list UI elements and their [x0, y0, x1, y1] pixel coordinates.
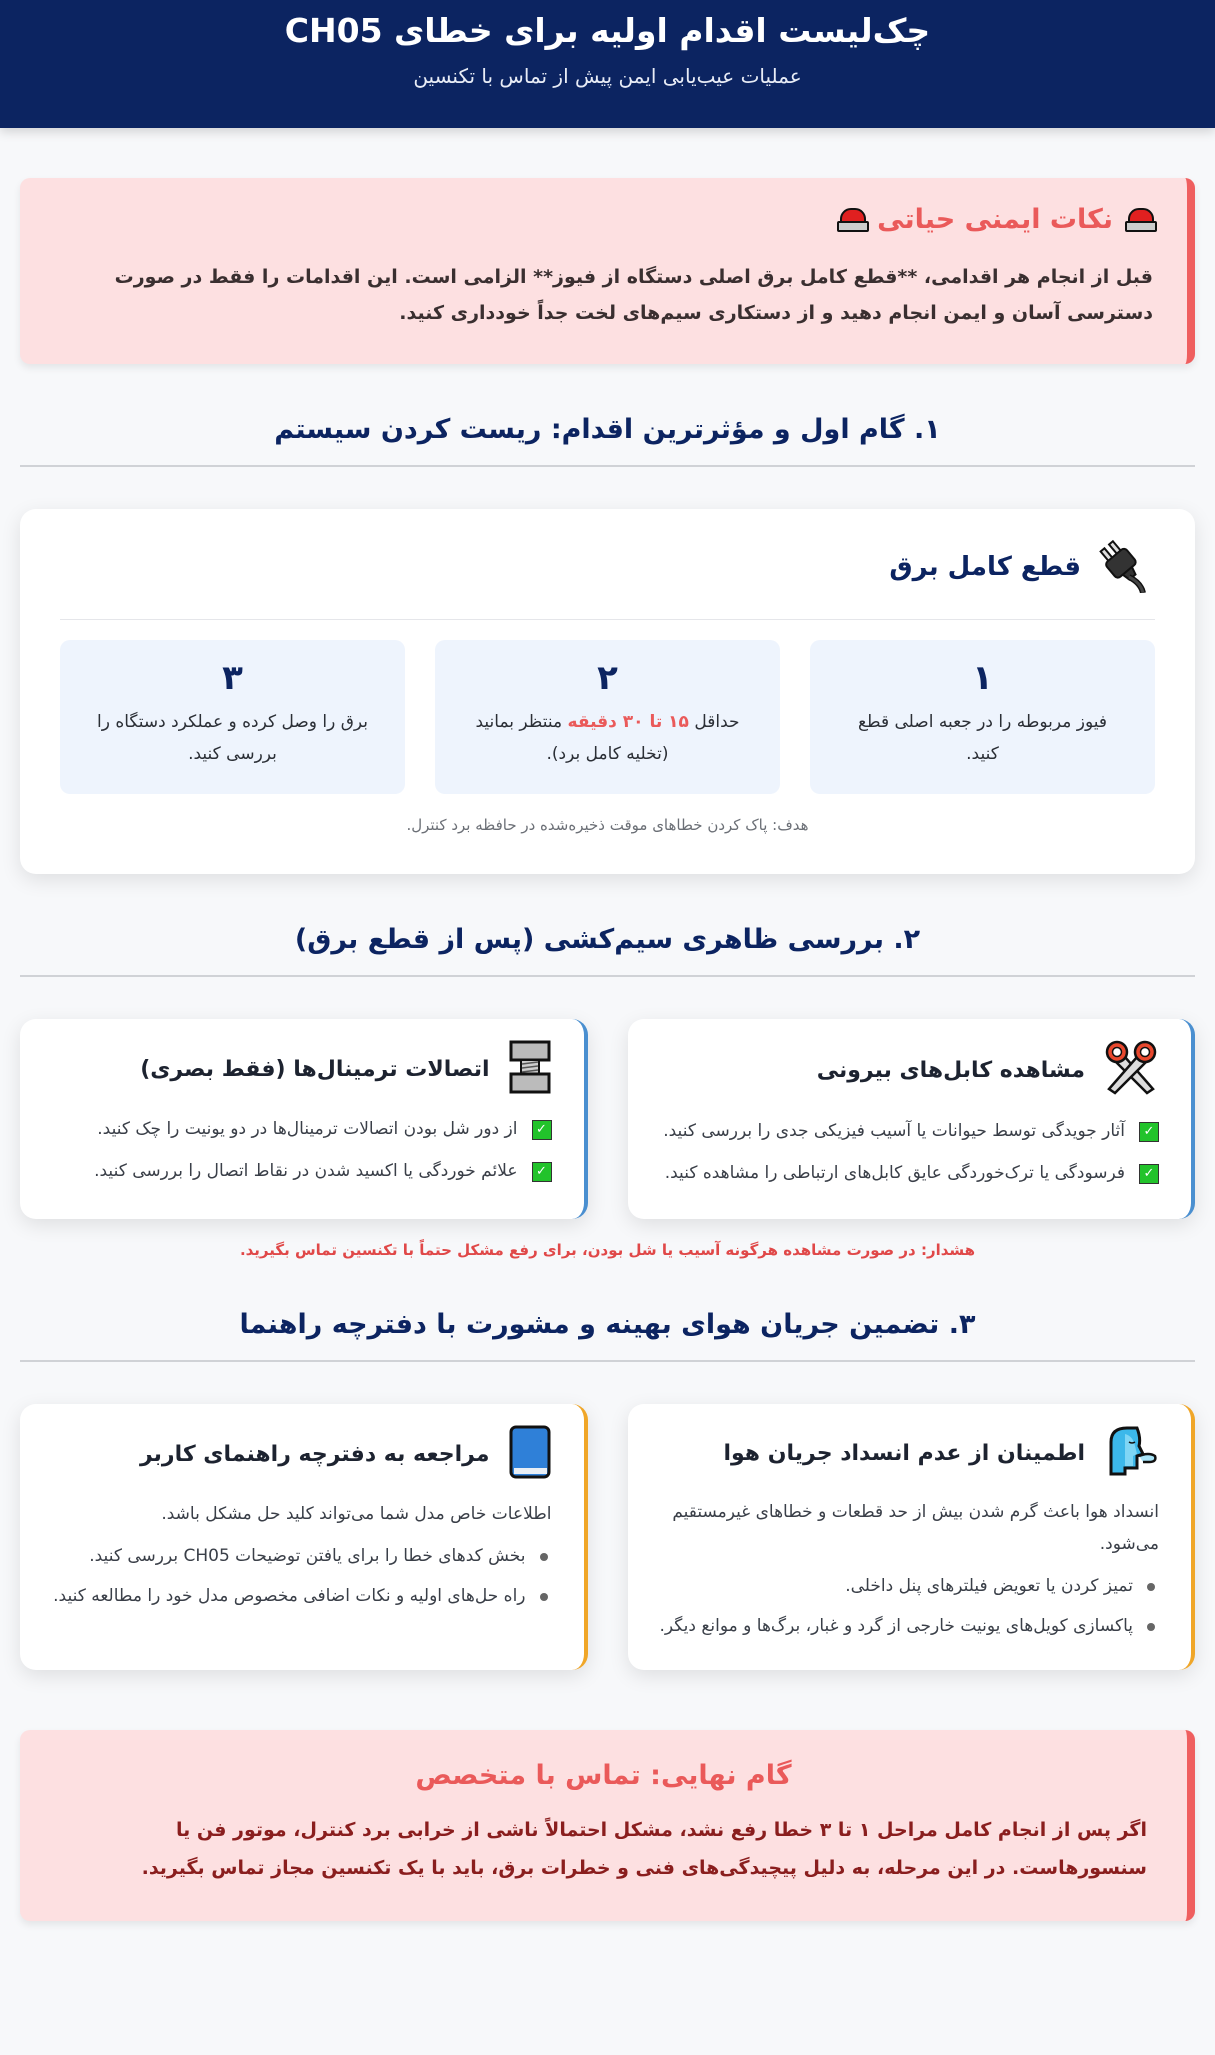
box-header: [48, 1424, 552, 1484]
checklist-item: [48, 1113, 552, 1145]
siren-icon: [1125, 208, 1153, 232]
safety-alert: [20, 178, 1195, 364]
box-header: [656, 1424, 1160, 1482]
bullet-item: [656, 1610, 1160, 1642]
checkmark-icon: ✓: [1139, 1164, 1159, 1184]
box-title: مشاهده کابل‌های بیرونی: [816, 1057, 1085, 1083]
checklist-item-text: فرسودگی یا ترک‌خوردگی عایق کابل‌های ارتباطی را مشاهده کنید.: [664, 1163, 1125, 1183]
blue-book-icon: [508, 1424, 552, 1484]
bullet-icon: [540, 1593, 548, 1601]
page-header: [0, 0, 1215, 128]
step-text-after: منتظر بمانید (تخلیه کامل برد).: [475, 712, 669, 764]
step-number: ۳: [222, 658, 243, 698]
page-subtitle: عملیات عیب‌یابی ایمن پیش از تماس با تکنسین: [413, 64, 802, 88]
bullet-item: [48, 1580, 552, 1612]
box-header: [656, 1039, 1160, 1101]
user-manual-box: [20, 1404, 588, 1670]
power-reset-card-title: قطع کامل برق: [889, 552, 1081, 582]
wiring-check-boxes: [20, 1019, 1195, 1219]
scissors-icon: [1103, 1039, 1159, 1101]
final-step-alert: [20, 1730, 1195, 1921]
checklist-item: [656, 1157, 1160, 1189]
page-title: چک‌لیست اقدام اولیه برای خطای CH05: [284, 11, 931, 50]
bullet-item-text: راه حل‌های اولیه و نکات اضافی مخصوص مدل خود را مطالعه کنید.: [53, 1586, 526, 1606]
final-step-body: اگر پس از انجام کامل مراحل ۱ تا ۳ خطا رفع نشد، مشکل احتمالاً ناشی از خرابی برد کنترل، موتور فن یا سنسورهاست. در این مرحله، به دلیل پیچیدگی‌های فنی و خطرات برق، باید با یک تکنسین مجاز تماس بگیرید.: [141, 1819, 1147, 1879]
terminal-connections-box: [20, 1019, 588, 1219]
bullet-item-text: پاکسازی کویل‌های یونیت خارجی از گرد و غبار، برگ‌ها و موانع دیگر.: [659, 1616, 1133, 1636]
nut-and-bolt-icon: [508, 1039, 552, 1099]
section-2-title: ۲. بررسی ظاهری سیم‌کشی (پس از قطع برق): [20, 924, 1195, 977]
step-text: برق را وصل کرده و عملکرد دستگاه را بررسی کنید.: [96, 712, 369, 764]
checklist-item: [656, 1115, 1160, 1147]
bullet-list: [48, 1540, 552, 1612]
safety-alert-title: نکات ایمنی حیاتی: [877, 204, 1113, 235]
checkmark-icon: ✓: [1139, 1122, 1159, 1142]
power-reset-card: [20, 509, 1195, 874]
box-title: اطمینان از عدم انسداد جریان هوا: [723, 1440, 1085, 1466]
power-reset-card-header: [60, 537, 1155, 620]
checklist-item-text: آثار جویدگی توسط حیوانات یا آسیب فیزیکی جدی را بررسی کنید.: [663, 1121, 1125, 1141]
step-text: فیوز مربوطه را در جعبه اصلی قطع کنید.: [857, 712, 1108, 764]
box-title: اتصالات ترمینال‌ها (فقط بصری): [140, 1056, 490, 1082]
airflow-manual-boxes: [20, 1404, 1195, 1670]
external-cables-box: [628, 1019, 1196, 1219]
box-header: [48, 1039, 552, 1099]
section-3-title: ۳. تضمین جریان هوای بهینه و مشورت با دفترچه راهنما: [20, 1309, 1195, 1362]
bullet-item-text: بخش کدهای خطا را برای یافتن توضیحات CH05 بررسی کنید.: [89, 1546, 526, 1566]
step-text-before: حداقل: [688, 712, 740, 732]
bullet-icon: [1147, 1623, 1155, 1631]
safety-alert-heading: [54, 204, 1153, 235]
bullet-icon: [1147, 1583, 1155, 1591]
wait-duration-highlight: ۱۵ تا ۳۰ دقیقه: [567, 712, 689, 732]
checklist: [656, 1115, 1160, 1189]
bullet-item: [48, 1540, 552, 1572]
checklist-item: [48, 1155, 552, 1187]
blowing-face-icon: [1103, 1424, 1159, 1482]
bullet-item: [656, 1570, 1160, 1602]
checkmark-icon: ✓: [532, 1162, 552, 1182]
reset-step-3: [60, 640, 405, 794]
step-number: ۲: [597, 658, 618, 698]
reset-step-2: [435, 640, 780, 794]
step-text: [465, 706, 750, 770]
siren-icon: [837, 208, 865, 232]
final-step-title: گام نهایی: تماس با متخصص: [415, 1760, 792, 1791]
safety-alert-body: قبل از انجام هر اقدامی، **قطع کامل برق اصلی دستگاه از فیوز** الزامی است. این اقدامات را فقط در صورت دسترسی آسان و ایمن انجام دهید و از دستکاری سیم‌های لخت جداً خودداری کنید.: [114, 266, 1153, 324]
reset-steps: [60, 640, 1155, 794]
step-number: ۱: [972, 658, 993, 698]
wiring-warning: هشدار: در صورت مشاهده هرگونه آسیب یا شل بودن، برای رفع مشکل حتماً با تکنسین تماس بگیرید.: [239, 1241, 976, 1259]
box-title: مراجعه به دفترچه راهنمای کاربر: [139, 1441, 490, 1467]
box-intro: انسداد هوا باعث گرم شدن بیش از حد قطعات و خطاهای غیرمستقیم می‌شود.: [672, 1502, 1159, 1554]
reset-step-1: [810, 640, 1155, 794]
checklist-item-text: علائم خوردگی یا اکسید شدن در نقاط اتصال را بررسی کنید.: [94, 1161, 518, 1181]
electric-plug-icon: [1099, 537, 1151, 597]
checkmark-icon: ✓: [532, 1120, 552, 1140]
airflow-box: [628, 1404, 1196, 1670]
box-intro: اطلاعات خاص مدل شما می‌تواند کلید حل مشکل باشد.: [161, 1504, 552, 1524]
bullet-item-text: تمیز کردن یا تعویض فیلترهای پنل داخلی.: [845, 1576, 1133, 1596]
bullet-icon: [540, 1553, 548, 1561]
checklist-item-text: از دور شل بودن اتصالات ترمینال‌ها در دو یونیت را چک کنید.: [97, 1119, 518, 1139]
section-1-title: ۱. گام اول و مؤثرترین اقدام: ریست کردن سیستم: [20, 414, 1195, 467]
bullet-list: [656, 1570, 1160, 1642]
reset-goal-note: هدف: پاک کردن خطاهای موقت ذخیره‌شده در حافظه برد کنترل.: [406, 816, 809, 834]
main-content: [0, 178, 1215, 1921]
checklist: [48, 1113, 552, 1187]
